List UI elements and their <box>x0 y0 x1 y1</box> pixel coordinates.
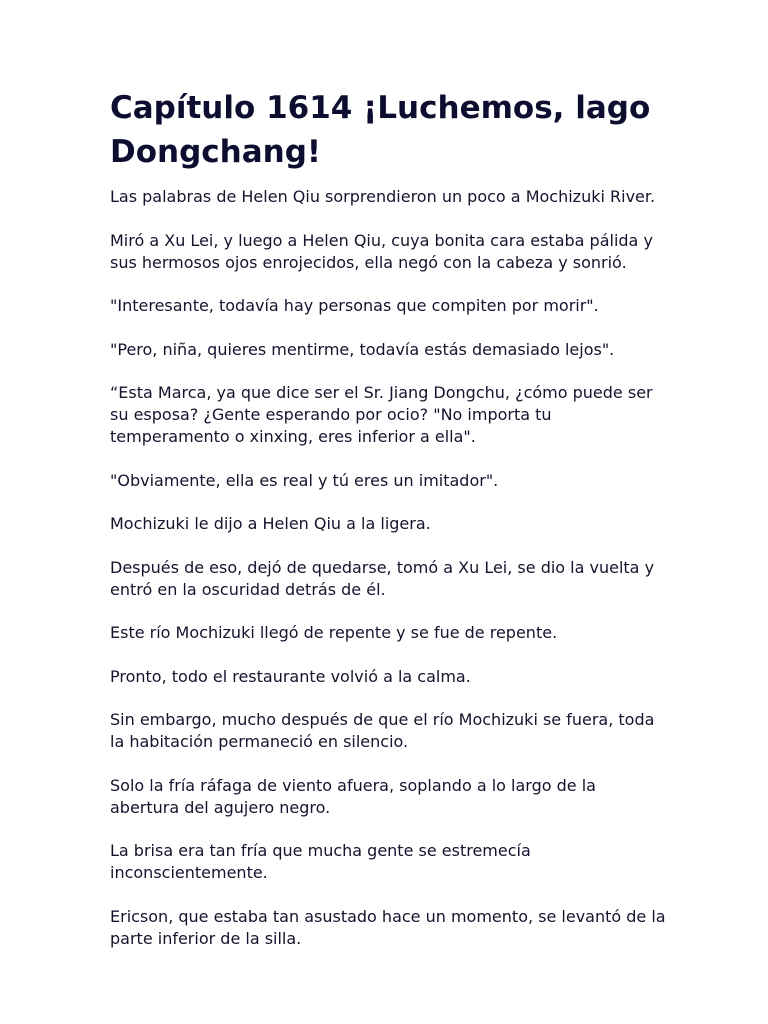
paragraph: La brisa era tan fría que mucha gente se estremecía inconscientemente. <box>110 841 531 882</box>
paragraph: Las palabras de Helen Qiu sorprendieron un poco a Mochizuki River. <box>110 187 656 206</box>
paragraph: Mochizuki le dijo a Helen Qiu a la ligera. <box>110 514 431 533</box>
paragraph: Ericson, que estaba tan asustado hace un momento, se levantó de la parte inferior de la silla. <box>110 906 666 948</box>
paragraph: "Obviamente, ella es real y tú eres un imitador". <box>110 470 499 490</box>
document-page <box>110 86 670 971</box>
paragraph: "Pero, niña, quieres mentirme, todavía estás demasiado lejos". <box>110 339 615 359</box>
paragraph: Después de eso, dejó de quedarse, tomó a Xu Lei, se dio la vuelta y entró en la oscuridad detrás de él. <box>110 557 655 599</box>
paragraph: “Esta Marca, ya que dice ser el Sr. Jiang Dongchu, ¿cómo puede ser su esposa? ¿Gente esperando por ocio? "No importa tu temperamento o xinxing, eres inferior a ella". <box>110 383 653 446</box>
paragraph: Sin embargo, mucho después de que el río Mochizuki se fuera, toda la habitación permaneció en silencio. <box>110 710 655 751</box>
paragraph: "Interesante, todavía hay personas que compiten por morir". <box>110 296 599 315</box>
paragraph: Este río Mochizuki llegó de repente y se fue de repente. <box>110 623 558 642</box>
chapter-title: Capítulo 1614 ¡Luchemos, lago Dongchang! <box>110 90 651 170</box>
paragraph: Solo la fría ráfaga de viento afuera, soplando a lo largo de la abertura del agujero negro. <box>110 775 596 817</box>
paragraph: Miró a Xu Lei, y luego a Helen Qiu, cuya bonita cara estaba pálida y sus hermosos ojos enrojecidos, ella negó con la cabeza y sonrió. <box>110 230 653 272</box>
paragraph: Pronto, todo el restaurante volvió a la calma. <box>110 666 471 686</box>
